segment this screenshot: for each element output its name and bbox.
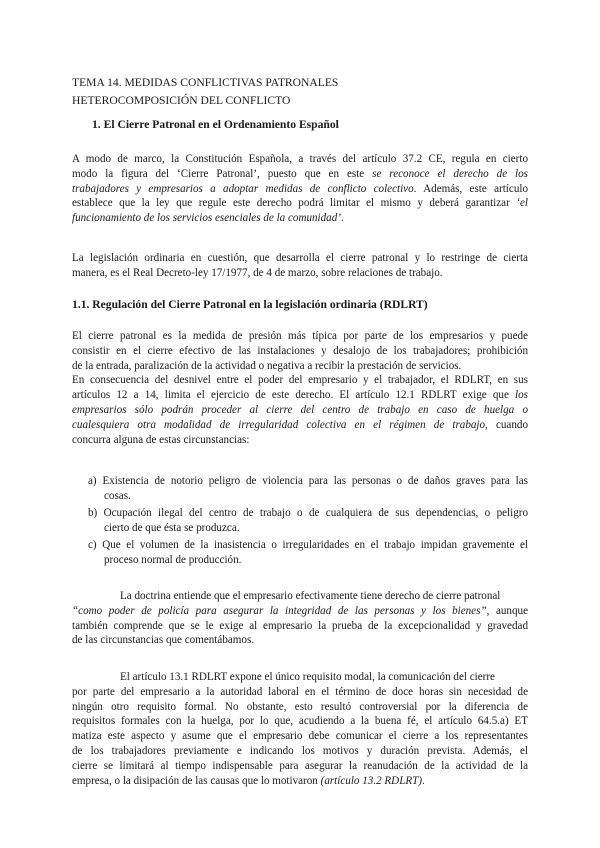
text-line: requisitos formales con la huelga, por lo que, acudiendo a la buena fé, el artículo 64.5.a) ET (72, 715, 528, 728)
paragraph-constitution (72, 152, 528, 226)
list-item: c) Que el volumen de la inasistencia o irregularidades en el trabajo impidan gravemente el proceso normal de producción. (88, 538, 528, 566)
text-line: establece que la ley que regule este derecho podrá limitar el mismo y deberá garantizar ‘el (72, 197, 528, 210)
paragraph-doctrine (72, 589, 528, 648)
text-line: El artículo 13.1 RDLRT expone el único requisito modal, la comunicación del cierre (120, 671, 495, 683)
text-line: concurra alguna de estas circunstancias: (72, 433, 250, 446)
list-item: a) Existencia de notorio peligro de violencia para las personas o de daños graves para las cosas. (88, 475, 528, 502)
paragraph-legislation (72, 251, 528, 281)
text-line: La legislación ordinaria en cuestión, que desarrolla el cierre patronal y lo restringe de cierta (72, 252, 528, 264)
text-line: matiza este aspecto y asume que el empresario debe comunicar el cierre a los representantes (72, 730, 528, 743)
text-line: de las circunstancias que comentábamos. (72, 634, 255, 647)
text-line: de los trabajadores previamente e indicando los motivos y duración prevista. Además, el (72, 744, 528, 757)
title-line-1: TEMA 14. MEDIDAS CONFLICTIVAS PATRONALES (72, 76, 339, 89)
text-line: ningún otro requisito formal. No obstante, esto resultó controversial por la diferencia de (72, 700, 528, 713)
text-line: funcionamiento de los servicios esenciales de la comunidad’. (72, 212, 344, 225)
text-line: A modo de marco, la Constitución Española, a través del artículo 37.2 CE, regula en cierto (72, 153, 528, 165)
text-line: también comprende que se le exige al empresario la prueba de la excepcionalidad y gravedad (72, 619, 528, 632)
text-line: cualesquiera otra modalidad de irregularidad colectiva en el régimen de trabajo, cuando (72, 418, 528, 431)
list-item: b) Ocupación ilegal del centro de trabajo o de cualquiera de sus dependencias, o peligro cierto de que ésta se produzca. (88, 506, 528, 534)
text-line: La doctrina entiende que el empresario efectivamente tiene derecho de cierre patronal (120, 590, 501, 602)
title-line-2: HETEROCOMPOSICIÓN DEL CONFLICTO (72, 93, 291, 107)
text-line: empresarios sólo podrán proceder al cierre del centro de trabajo en caso de huelga o (72, 403, 528, 416)
text-line: “como poder de policía para asegurar la integridad de las personas y los bienes”, aunque (72, 604, 528, 617)
text-line: por parte del empresario a la autoridad laboral en el término de doce horas sin necesidad de (72, 685, 528, 698)
paragraph-cierre-definition (72, 329, 528, 447)
text-line: manera, es el Real Decreto-ley 17/1977, de 4 de marzo, sobre relaciones de trabajo. (72, 266, 443, 279)
text-line: de la entrada, paralización de la actividad o negativa a recibir la prestación de servicios. (72, 359, 462, 372)
section-heading-1-1: 1.1. Regulación del Cierre Patronal en la legislación ordinaria (RDLRT) (72, 298, 428, 311)
text-line: cierre se limitará al tiempo indispensable para asegurar la reanudación de la actividad de la (72, 759, 528, 772)
section-heading-1: 1. El Cierre Patronal en el Ordenamiento Español (92, 118, 339, 131)
text-line: trabajadores y empresarios a adoptar medidas de conflicto colectivo. Además, este artículo (72, 182, 528, 195)
paragraph-article-13 (72, 670, 528, 788)
text-line: empresa, o la disipación de las causas que lo motivaron (artículo 13.2 RDLRT). (72, 774, 425, 787)
document-title (72, 74, 532, 109)
text-line: En consecuencia del desnivel entre el poder del empresario y el trabajador, el RDLRT, en sus (72, 374, 528, 387)
text-line: modo la figura del ‘Cierre Patronal’, puesto que en este se reconoce el derecho de los (72, 167, 528, 180)
text-line: El cierre patronal es la medida de presión más típica por parte de los empresarios y puede (72, 330, 528, 342)
text-line: consistir en el cierre efectivo de las instalaciones y desalojo de los trabajadores; prohibición (72, 344, 528, 357)
circumstances-list (88, 474, 528, 570)
text-line: artículos 12 a 14, limita el ejercicio de este derecho. El artículo 12.1 RDLRT exige que los (72, 389, 528, 402)
